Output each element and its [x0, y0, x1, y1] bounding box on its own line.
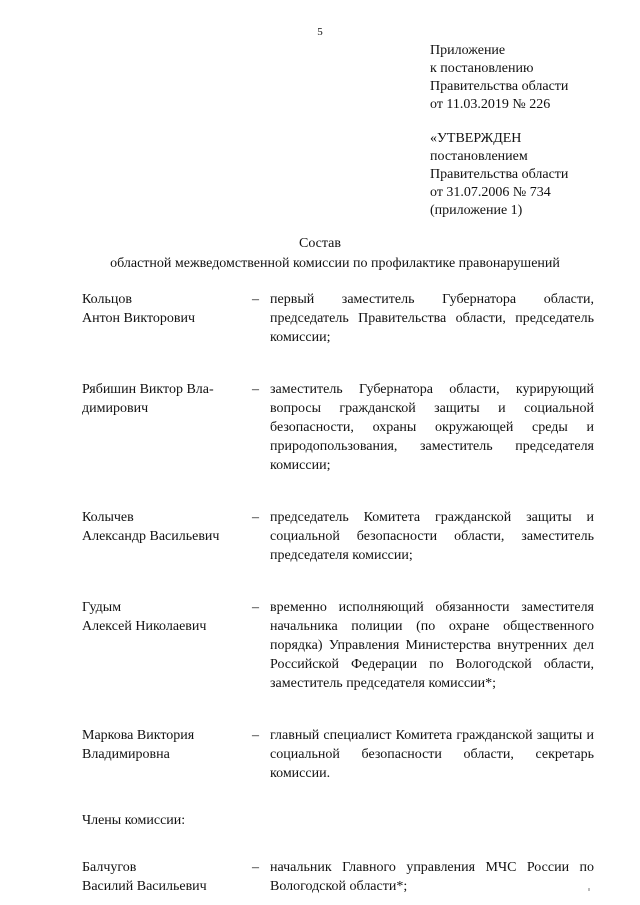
member-name	[82, 858, 242, 896]
member-role: председатель Комитета гражданской защиты и социальной безопасности области, заместитель председателя комиссии;	[270, 510, 594, 563]
member-surname: Маркова Виктория	[82, 728, 195, 743]
member-given-names: Алексей Николаевич	[82, 619, 207, 634]
spacer	[82, 475, 594, 508]
member-given-names: димирович	[82, 401, 149, 416]
member-name	[82, 508, 242, 546]
annex-block	[430, 42, 568, 114]
member-entry	[82, 380, 594, 475]
member-entry	[82, 726, 594, 783]
dash-separator: –	[252, 860, 259, 875]
approval-line: «УТВЕРЖДЕН	[430, 131, 522, 146]
approval-line: от 31.07.2006 № 734	[430, 185, 551, 200]
annex-line: от 11.03.2019 № 226	[430, 97, 551, 112]
member-role: главный специалист Комитета гражданской защиты и социальной безопасности области, секретарь комиссии.	[270, 728, 594, 781]
member-role: начальник Главного управления МЧС России по Вологодской области*;	[270, 860, 594, 894]
member-name	[82, 598, 242, 636]
document-subtitle: областной межведомственной комиссии по профилактике правонарушений	[110, 256, 560, 271]
document-title: Состав	[298, 236, 341, 251]
member-role: временно исполняющий обязанности заместителя начальника полиции (по охране общественного порядка) Управления Министерства внутренних дел Российской Федерации по Вологодской области, заместитель председателя комиссии*;	[270, 600, 594, 691]
page-number: 5	[317, 26, 323, 38]
member-role: первый заместитель Губернатора области, председатель Правительства области, председатель комиссии;	[270, 292, 594, 345]
member-given-names: Антон Викторович	[82, 311, 196, 326]
dash-separator: –	[252, 728, 259, 743]
spacer	[82, 347, 594, 380]
member-entry	[82, 508, 594, 565]
member-role: заместитель Губернатора области, курирующий вопросы гражданской защиты и социальной безопасности, охраны окружающей среды и природопользования, заместитель председателя комиссии;	[270, 382, 594, 473]
member-given-names: Василий Васильевич	[82, 879, 207, 894]
dash-separator: –	[252, 600, 259, 615]
member-given-names: Владимировна	[82, 747, 170, 762]
dash-separator: –	[252, 382, 259, 397]
spacer	[82, 783, 594, 811]
approval-line: Правительства области	[430, 167, 569, 182]
approval-line: (приложение 1)	[430, 203, 523, 218]
member-name	[82, 290, 242, 328]
spacer	[82, 830, 594, 858]
member-surname: Гудым	[82, 600, 122, 615]
dash-separator: –	[252, 510, 259, 525]
member-entry	[82, 290, 594, 347]
commission-list	[82, 290, 594, 896]
annex-line: Правительства области	[430, 79, 569, 94]
member-entry	[82, 858, 594, 896]
spacer	[82, 565, 594, 598]
dash-separator: –	[252, 292, 259, 307]
spacer	[82, 693, 594, 726]
member-surname: Колычев	[82, 510, 134, 525]
annex-line: Приложение	[430, 43, 506, 58]
member-surname: Кольцов	[82, 292, 132, 307]
members-heading: Члены комиссии:	[82, 813, 186, 828]
approval-line: постановлением	[430, 149, 528, 164]
member-given-names: Александр Васильевич	[82, 529, 220, 544]
member-name	[82, 726, 242, 764]
member-surname: Рябишин Виктор Вла-	[82, 382, 214, 397]
scan-speck	[588, 888, 590, 891]
member-surname: Балчугов	[82, 860, 137, 875]
approval-block	[430, 130, 568, 220]
member-name	[82, 380, 242, 418]
member-entry	[82, 598, 594, 693]
annex-line: к постановлению	[430, 61, 534, 76]
